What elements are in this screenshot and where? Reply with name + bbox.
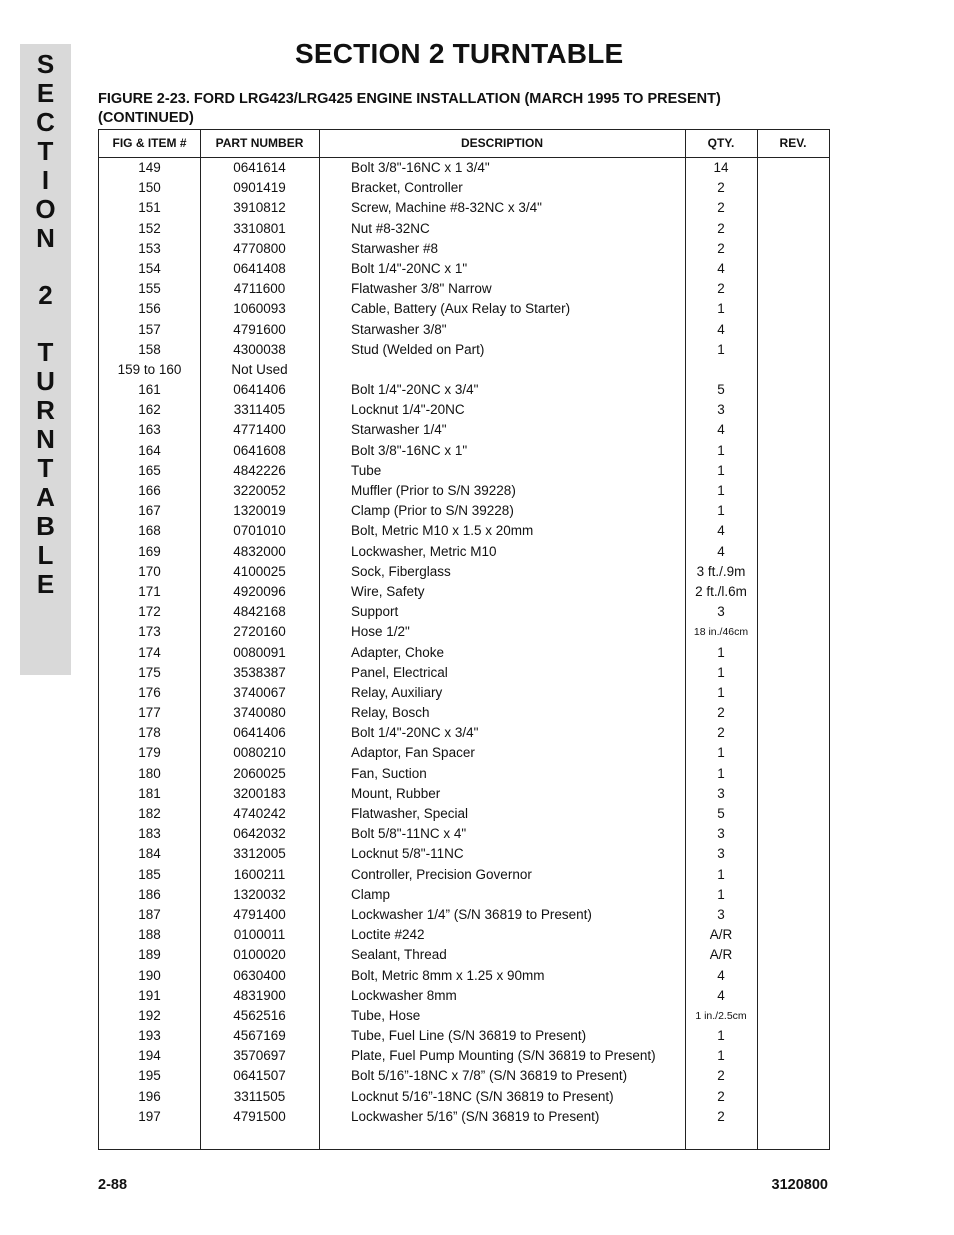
table-body (99, 158, 829, 1127)
cell-qty: 1 (717, 765, 725, 781)
cell-description: Lockwasher 1/4” (S/N 36819 to Present) (351, 906, 592, 922)
cell-description: Controller, Precision Governor (351, 866, 532, 882)
cell-description: Adapter, Choke (351, 644, 445, 660)
cell-fig-item: 195 (138, 1068, 161, 1084)
table-row (99, 198, 829, 218)
cell-fig-item: 163 (138, 422, 161, 438)
cell-fig-item: 187 (138, 906, 161, 922)
table-row (99, 804, 829, 824)
table-row (99, 1107, 829, 1127)
cell-fig-item: 159 to 160 (117, 361, 182, 377)
cell-fig-item: 174 (138, 644, 161, 660)
table-row (99, 481, 829, 501)
table-row (99, 400, 829, 420)
cell-qty: 18 in./46cm (693, 626, 749, 639)
cell-fig-item: 186 (138, 886, 161, 902)
header-rev: REV. (779, 136, 807, 150)
cell-description: Lockwasher 8mm (351, 987, 457, 1003)
header-qty: QTY. (707, 136, 735, 150)
cell-fig-item: 171 (138, 583, 161, 599)
parts-table (98, 129, 830, 1150)
side-tab-letter: T (37, 136, 54, 166)
side-tab-letter: A (36, 482, 55, 512)
cell-description: Nut #8-32NC (351, 220, 430, 236)
side-tab-letter: I (41, 165, 50, 195)
table-row (99, 420, 829, 440)
table-row (99, 1046, 829, 1066)
table-row (99, 259, 829, 279)
cell-qty: 4 (717, 260, 725, 276)
cell-fig-item: 188 (138, 927, 161, 943)
cell-qty: 3 (717, 846, 725, 862)
cell-description: Panel, Electrical (351, 664, 448, 680)
cell-description: Screw, Machine #8-32NC x 3/4" (351, 200, 542, 216)
table-row (99, 743, 829, 763)
table-row (99, 784, 829, 804)
cell-part-number: 2720160 (233, 624, 286, 640)
table-row (99, 340, 829, 360)
cell-qty: 2 (717, 725, 725, 741)
cell-part-number: 0080210 (233, 745, 286, 761)
table-row (99, 178, 829, 198)
side-tab-letter: 2 (38, 280, 53, 310)
cell-fig-item: 152 (138, 220, 161, 236)
cell-fig-item: 151 (138, 200, 161, 216)
side-tab-letter: E (36, 569, 55, 599)
cell-description: Bolt 5/16”-18NC x 7/8” (S/N 36819 to Present) (351, 1068, 628, 1084)
figure-title (98, 90, 828, 128)
cell-part-number: 0641406 (233, 382, 286, 398)
figure-title-line-2: (CONTINUED) (98, 110, 194, 126)
cell-qty: 1 (717, 442, 725, 458)
section-side-tab-letters (20, 50, 71, 599)
cell-part-number: 3312005 (233, 846, 286, 862)
table-row (99, 1087, 829, 1107)
cell-qty: 3 (717, 906, 725, 922)
cell-qty: 3 ft./.9m (696, 563, 746, 579)
cell-part-number: 4770800 (233, 240, 286, 256)
cell-fig-item: 173 (138, 624, 161, 640)
cell-part-number: 0641406 (233, 725, 286, 741)
side-tab-letter: C (36, 107, 55, 137)
cell-description: Lockwasher, Metric M10 (351, 543, 497, 559)
cell-description: Support (351, 604, 399, 620)
cell-qty: 3 (717, 402, 725, 418)
cell-description: Cable, Battery (Aux Relay to Starter) (351, 301, 571, 317)
cell-qty: 4 (717, 987, 725, 1003)
side-tab-letter: R (36, 395, 55, 425)
table-row (99, 865, 829, 885)
cell-part-number: 4920096 (233, 583, 286, 599)
cell-part-number: 0100020 (233, 947, 286, 963)
cell-part-number: 3311505 (233, 1088, 286, 1104)
cell-qty: 1 (717, 462, 725, 478)
cell-fig-item: 150 (138, 180, 161, 196)
cell-fig-item: 161 (138, 382, 161, 398)
table-row (99, 885, 829, 905)
header-fig-item: FIG & ITEM # (112, 136, 187, 150)
cell-description: Clamp (351, 886, 391, 902)
cell-part-number: 3740067 (233, 684, 286, 700)
cell-fig-item: 181 (138, 785, 161, 801)
cell-description: Relay, Bosch (351, 705, 430, 721)
cell-fig-item: 189 (138, 947, 161, 963)
cell-qty: 1 (717, 866, 725, 882)
table-row (99, 521, 829, 541)
cell-qty: 5 (717, 806, 725, 821)
cell-description: Muffler (Prior to S/N 39228) (351, 483, 516, 498)
header-part-number: PART NUMBER (215, 136, 304, 150)
table-row (99, 219, 829, 239)
side-tab-letter: O (35, 194, 56, 224)
header-description: DESCRIPTION (460, 136, 543, 150)
cell-qty: 2 (717, 200, 725, 216)
document-number: 3120800 (771, 1177, 828, 1193)
table-row (99, 360, 829, 380)
cell-fig-item: 176 (138, 684, 161, 700)
cell-qty: 3 (717, 785, 725, 801)
side-tab-letter: U (36, 366, 55, 396)
cell-description: Tube (351, 462, 382, 478)
table-row (99, 562, 829, 582)
cell-part-number: 1060093 (233, 301, 286, 317)
cell-part-number: 3570697 (233, 1048, 286, 1064)
cell-qty: 1 (717, 745, 725, 761)
cell-part-number: 0701010 (233, 523, 286, 539)
cell-qty: 1 (717, 684, 725, 700)
cell-qty: 1 (717, 341, 725, 357)
cell-fig-item: 178 (138, 725, 161, 741)
cell-part-number: 4791400 (233, 906, 286, 922)
cell-part-number: 0641614 (233, 160, 286, 175)
cell-part-number: 4791500 (233, 1108, 286, 1124)
cell-qty: 1 (717, 483, 725, 498)
cell-fig-item: 184 (138, 846, 161, 862)
cell-description: Hose 1/2" (351, 624, 410, 640)
table-row (99, 441, 829, 461)
cell-description: Bolt, Metric M10 x 1.5 x 20mm (351, 523, 534, 539)
cell-description: Bolt 1/4"-20NC x 3/4" (351, 725, 479, 741)
cell-part-number: 3311405 (233, 402, 286, 418)
cell-fig-item: 169 (138, 543, 161, 559)
cell-part-number: 0642032 (233, 826, 286, 842)
cell-fig-item: 153 (138, 240, 161, 256)
cell-qty: 3 (717, 604, 725, 620)
table-row (99, 764, 829, 784)
cell-description: Bolt, Metric 8mm x 1.25 x 90mm (351, 967, 545, 983)
cell-fig-item: 180 (138, 765, 161, 781)
table-row (99, 925, 829, 945)
cell-fig-item: 156 (138, 301, 161, 317)
table-row (99, 279, 829, 299)
cell-qty: 1 (717, 1028, 725, 1044)
cell-fig-item: 175 (138, 664, 161, 680)
cell-fig-item: 179 (138, 745, 161, 761)
cell-part-number: 4300038 (233, 341, 286, 357)
cell-qty: 5 (717, 382, 725, 398)
cell-fig-item: 172 (138, 604, 161, 620)
table-row (99, 622, 829, 642)
cell-fig-item: 157 (138, 321, 161, 337)
cell-qty: 4 (717, 321, 725, 337)
cell-fig-item: 166 (138, 483, 161, 498)
cell-description: Loctite #242 (351, 927, 425, 943)
cell-qty: 2 (717, 281, 725, 297)
cell-part-number: 4100025 (233, 563, 286, 579)
cell-qty: 2 (717, 705, 725, 721)
cell-fig-item: 182 (138, 806, 161, 821)
cell-fig-item: 177 (138, 705, 161, 721)
cell-part-number: 4740242 (233, 806, 286, 821)
cell-fig-item: 154 (138, 260, 161, 276)
cell-fig-item: 170 (138, 563, 161, 579)
cell-description: Flatwasher, Special (351, 806, 469, 821)
cell-fig-item: 197 (138, 1108, 161, 1124)
cell-description: Fan, Suction (351, 765, 427, 781)
side-tab-letter: N (36, 223, 55, 253)
page-number: 2-88 (98, 1177, 128, 1193)
cell-fig-item: 194 (138, 1048, 161, 1064)
table-row (99, 158, 829, 178)
cell-fig-item: 191 (138, 987, 161, 1003)
cell-fig-item: 149 (138, 160, 161, 175)
cell-part-number: 0641408 (233, 260, 286, 276)
cell-qty: 1 (717, 503, 725, 519)
cell-description: Flatwasher 3/8" Narrow (351, 281, 492, 297)
cell-description: Locknut 5/8"-11NC (351, 846, 464, 862)
cell-part-number: 3740080 (233, 705, 286, 721)
cell-part-number: 3310801 (233, 220, 286, 236)
cell-fig-item: 168 (138, 523, 161, 539)
cell-part-number: 4567169 (233, 1028, 286, 1044)
table-row (99, 966, 829, 986)
cell-description: Wire, Safety (351, 583, 425, 599)
cell-description: Locknut 5/16”-18NC (S/N 36819 to Present) (351, 1088, 614, 1104)
cell-qty: 2 (717, 1068, 725, 1084)
cell-qty: 14 (713, 160, 729, 175)
cell-part-number: 4842168 (233, 604, 286, 620)
table-row (99, 1026, 829, 1046)
cell-qty: 4 (717, 967, 725, 983)
cell-qty: 4 (717, 523, 725, 539)
cell-description: Relay, Auxiliary (351, 684, 443, 700)
cell-description: Bolt 3/8"-16NC x 1" (351, 442, 468, 458)
cell-description: Bracket, Controller (351, 180, 463, 196)
cell-part-number: 4842226 (233, 462, 286, 478)
cell-qty: 1 (717, 1048, 725, 1064)
cell-fig-item: 193 (138, 1028, 161, 1044)
table-row (99, 683, 829, 703)
table-row (99, 844, 829, 864)
cell-qty: 1 (717, 664, 725, 680)
cell-part-number: 1320032 (233, 886, 286, 902)
cell-part-number: 0901419 (233, 180, 286, 196)
cell-description: Bolt 3/8"-16NC x 1 3/4" (351, 160, 490, 175)
cell-description: Adaptor, Fan Spacer (351, 745, 475, 761)
cell-fig-item: 162 (138, 402, 161, 418)
cell-fig-item: 192 (138, 1007, 161, 1023)
cell-part-number: 3200183 (233, 785, 286, 801)
cell-fig-item: 196 (138, 1088, 161, 1104)
cell-part-number: 0100011 (233, 927, 286, 943)
cell-fig-item: 190 (138, 967, 161, 983)
cell-qty: 4 (717, 543, 725, 559)
cell-part-number: 0080091 (233, 644, 286, 660)
table-row (99, 824, 829, 844)
cell-description: Sock, Fiberglass (351, 563, 451, 579)
table-row (99, 239, 829, 259)
cell-qty: A/R (709, 927, 733, 943)
cell-qty: 2 ft./l.6m (695, 583, 747, 599)
table-header-row (99, 130, 829, 158)
table-row (99, 643, 829, 663)
cell-part-number: 3220052 (233, 483, 286, 498)
cell-part-number: Not Used (231, 361, 288, 377)
cell-part-number: 2060025 (233, 765, 286, 781)
table-row (99, 299, 829, 319)
cell-qty: 2 (717, 220, 725, 236)
table-row (99, 1066, 829, 1086)
cell-qty: 1 in./2.5cm (695, 1009, 747, 1022)
cell-description: Starwasher 1/4" (351, 422, 447, 438)
cell-qty: 1 (717, 644, 725, 660)
cell-qty: 2 (717, 1088, 725, 1104)
cell-part-number: 0641507 (233, 1068, 286, 1084)
cell-description: Mount, Rubber (351, 785, 441, 801)
cell-description: Bolt 1/4"-20NC x 1" (351, 260, 468, 276)
cell-part-number: 4771400 (233, 422, 286, 438)
cell-qty: 2 (717, 180, 725, 196)
cell-qty: 2 (717, 240, 725, 256)
table-row (99, 542, 829, 562)
cell-fig-item: 185 (138, 866, 161, 882)
side-tab-letter: T (37, 453, 54, 483)
table-row (99, 723, 829, 743)
side-tab-letter: L (37, 540, 54, 570)
cell-description: Clamp (Prior to S/N 39228) (351, 503, 514, 519)
cell-description: Sealant, Thread (351, 947, 447, 963)
side-tab-letter: N (36, 424, 55, 454)
cell-description: Tube, Fuel Line (S/N 36819 to Present) (351, 1028, 587, 1044)
table-row (99, 320, 829, 340)
table-row (99, 663, 829, 683)
section-title: SECTION 2 TURNTABLE (295, 38, 624, 69)
cell-part-number: 3910812 (233, 200, 286, 216)
cell-description: Starwasher 3/8" (351, 321, 447, 337)
cell-fig-item: 158 (138, 341, 161, 357)
cell-description: Plate, Fuel Pump Mounting (S/N 36819 to Present) (351, 1048, 656, 1064)
side-tab-letter: T (37, 337, 54, 367)
cell-qty: 2 (717, 1108, 725, 1124)
cell-qty: 4 (717, 422, 725, 438)
side-tab-letter: S (36, 49, 55, 79)
table-row (99, 380, 829, 400)
cell-description: Locknut 1/4"-20NC (351, 402, 465, 418)
side-tab-letter: E (36, 78, 55, 108)
cell-description: Bolt 1/4"-20NC x 3/4" (351, 382, 479, 398)
cell-fig-item: 167 (138, 503, 161, 519)
table-row (99, 582, 829, 602)
cell-description: Starwasher #8 (351, 240, 439, 256)
cell-part-number: 1600211 (233, 866, 286, 882)
cell-part-number: 1320019 (233, 503, 286, 519)
cell-qty: 1 (717, 301, 725, 317)
cell-part-number: 4711600 (233, 281, 286, 297)
cell-part-number: 0630400 (233, 967, 286, 983)
cell-qty: 3 (717, 826, 725, 842)
cell-description: Stud (Welded on Part) (351, 341, 485, 357)
cell-fig-item: 165 (138, 462, 161, 478)
cell-part-number: 4562516 (233, 1007, 286, 1023)
table-row (99, 986, 829, 1006)
cell-fig-item: 155 (138, 281, 161, 297)
cell-description: Lockwasher 5/16” (S/N 36819 to Present) (351, 1108, 600, 1124)
side-tab-letter: B (36, 511, 55, 541)
cell-part-number: 0641608 (233, 442, 286, 458)
cell-description: Bolt 5/8"-11NC x 4" (351, 826, 467, 842)
table-row (99, 501, 829, 521)
cell-description: Tube, Hose (351, 1007, 421, 1023)
figure-title-line-1: FIGURE 2-23. FORD LRG423/LRG425 ENGINE INSTALLATION (MARCH 1995 TO PRESENT) (98, 91, 721, 107)
cell-part-number: 4832000 (233, 543, 286, 559)
cell-fig-item: 183 (138, 826, 161, 842)
cell-qty: 1 (717, 886, 725, 902)
table-row (99, 461, 829, 481)
cell-part-number: 4831900 (233, 987, 286, 1003)
table-row (99, 905, 829, 925)
cell-qty: A/R (709, 947, 733, 963)
cell-fig-item: 164 (138, 442, 161, 458)
cell-part-number: 3538387 (233, 664, 286, 680)
table-row (99, 602, 829, 622)
table-row (99, 703, 829, 723)
cell-part-number: 4791600 (233, 321, 286, 337)
table-row (99, 1006, 829, 1026)
table-row (99, 945, 829, 965)
